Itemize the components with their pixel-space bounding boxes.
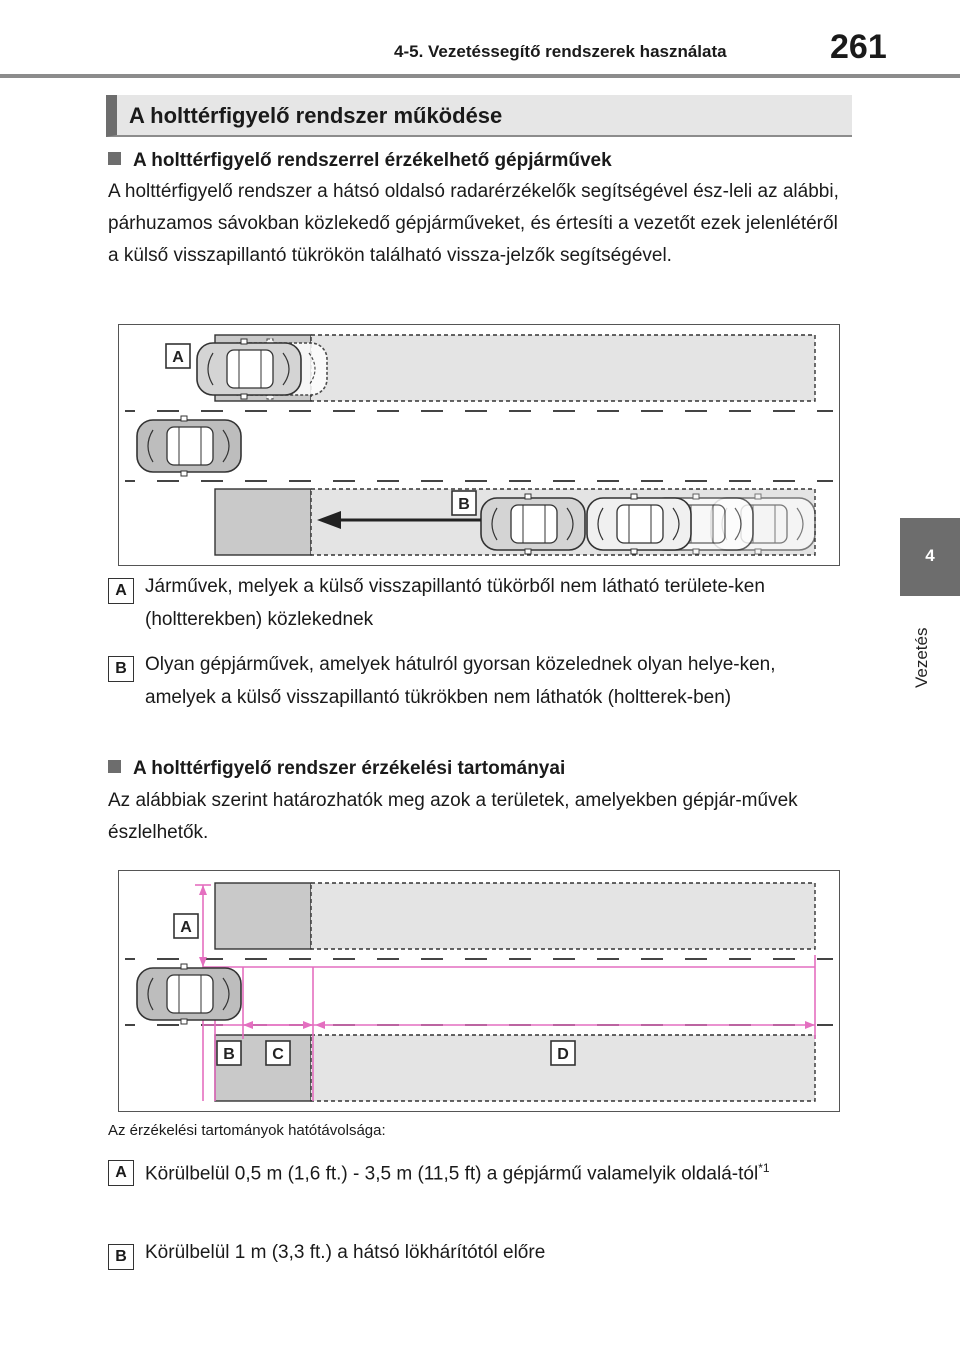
list-item-text-wrap xyxy=(145,1152,845,1190)
page-number: 261 xyxy=(830,28,887,66)
subsection1-heading xyxy=(108,150,612,172)
section-title-box xyxy=(106,95,852,137)
footnote-marker: *1 xyxy=(758,1161,770,1175)
car-ghost-b1 xyxy=(587,494,691,554)
own-car-icon xyxy=(137,416,241,476)
figure1-svg xyxy=(119,325,841,567)
subsection2-heading-text: A holttérfigyelő rendszer érzékelési tartományai xyxy=(133,758,566,779)
car-icon-b xyxy=(481,494,585,554)
square-bullet-icon xyxy=(108,152,121,165)
subsection2-body: Az alábbiak szerint határozhatók meg azok a területek, amelyekben gépjár-művek észlelhetők. xyxy=(108,790,798,843)
zone-a-light xyxy=(311,335,815,401)
subsection1-body: A holttérfigyelő rendszer a hátsó oldalsó radarérzékelők segítségével ész-leli az alábbi, párhuzamos sávokban közlekedő gépjárműveket, és értesíti a vezetőt ezek jelenlétéről a külső visszapillantó tükrökön található vissza-jelzők segítségével. xyxy=(108,181,839,266)
list-item-a2 xyxy=(108,1152,853,1224)
zone-b-dark xyxy=(215,489,311,555)
badge-b: B xyxy=(108,1244,134,1270)
list-item-a1 xyxy=(108,570,853,636)
list-item-b1 xyxy=(108,648,853,747)
figure2-svg xyxy=(119,871,841,1113)
header-rule xyxy=(0,74,960,78)
running-header-section: 4-5. Vezetéssegítő rendszerek használata xyxy=(394,42,727,61)
badge-b: B xyxy=(108,656,134,682)
fig2-label-d: D xyxy=(557,1046,569,1063)
badge-a: A xyxy=(108,1160,134,1186)
range-zone-top-light xyxy=(311,883,815,949)
car-icon-a xyxy=(197,339,301,399)
chapter-label: Vezetés xyxy=(912,627,931,688)
badge-a: A xyxy=(108,578,134,604)
figure-vehicle-detection xyxy=(118,324,840,566)
figure-caption: Az érzékelési tartományok hatótávolsága: xyxy=(108,1122,386,1139)
fig2-label-c: C xyxy=(272,1046,284,1063)
list-item-text: Körülbelül 1 m (3,3 ft.) a hátsó lökhárítótól előre xyxy=(145,1242,546,1263)
fig2-label-a: A xyxy=(180,919,192,936)
fig2-label-b: B xyxy=(223,1046,235,1063)
section-title: A holttérfigyelő rendszer működése xyxy=(129,103,503,128)
fig1-label-a: A xyxy=(172,349,184,366)
chapter-tab xyxy=(900,518,960,596)
square-bullet-icon xyxy=(108,760,121,773)
chapter-number: 4 xyxy=(925,546,935,565)
subsection1-heading-text: A holttérfigyelő rendszerrel érzékelhető gépjárművek xyxy=(133,150,612,171)
figure-detection-ranges xyxy=(118,870,840,1112)
list-item-text: Körülbelül 0,5 m (1,6 ft.) - 3,5 m (11,5 ft) a gépjármű valamelyik oldalá-tól xyxy=(145,1163,759,1185)
list-item-text: Járművek, melyek a külső visszapillantó tükörből nem látható területe-ken (holtterekben) közlekednek xyxy=(145,576,765,630)
list-item-text: Olyan gépjárművek, amelyek hátulról gyorsan közelednek olyan helye-ken, amelyek a külső visszapillantó tükrökben nem láthatók (holtterek-ben) xyxy=(145,654,776,708)
chapter-label-wrap xyxy=(912,612,932,692)
own-car-icon xyxy=(137,964,241,1024)
subsection2-heading xyxy=(108,758,565,780)
fig1-label-b: B xyxy=(458,496,470,513)
range-zone-top-dark xyxy=(215,883,311,949)
list-item-b2 xyxy=(108,1236,853,1272)
